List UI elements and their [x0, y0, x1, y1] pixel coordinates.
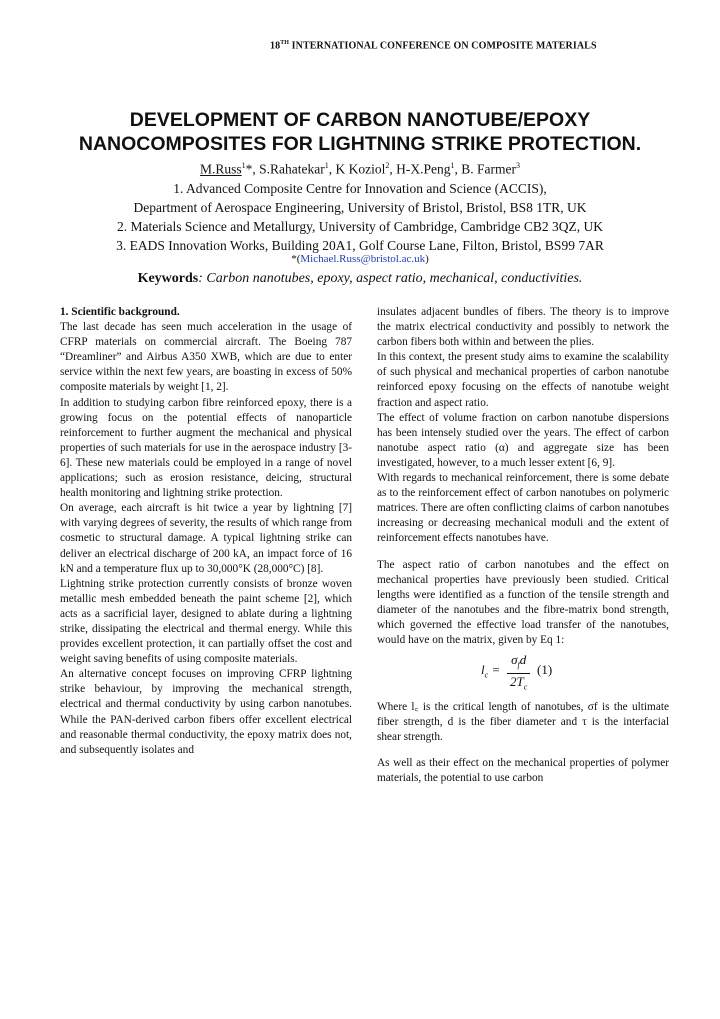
- right-column: [377, 305, 669, 787]
- affiliation: Department of Aerospace Engineering, University of Bristol, Bristol, BS8 1TR, UK: [133, 199, 587, 215]
- equation-lhs: $l_c$ =: [481, 662, 501, 680]
- paragraph: On average, each aircraft is hit twice a year by lightning [7] with varying degrees of severity, the results of which range from cosmetic to structural damage. A typical lightning strike can deliver an electrical discharge of 200 kA, an impact force of 16 kN and a temperature flux up to 30,000°K (28,000°C) [8].: [60, 502, 352, 575]
- keywords-line: [0, 271, 720, 287]
- corresponding-email: *(Michael.Russ@bristol.ac.uk): [291, 253, 429, 265]
- author-list: M.Russ$^1$*, S.Rahatekar$^1$, K Koziol$^2$, H-X.Peng$^1$, B. Farmer$^3$: [200, 161, 520, 177]
- equation-number: (1): [537, 662, 553, 678]
- affiliation: 2. Materials Science and Metallurgy, University of Cambridge, Cambridge CB2 3QZ, UK: [117, 218, 603, 234]
- paragraph: Where l꜀ is the critical length of nanotubes, σf is the ultimate fiber strength, d is the fiber diameter and τ is the interfacial shear strength.: [377, 701, 669, 744]
- paragraph: As well as their effect on the mechanical properties of polymer materials, the potential to use carbon: [377, 757, 669, 785]
- title-line-2: NANOCOMPOSITES FOR LIGHTNING STRIKE PROTECTION.: [78, 133, 642, 155]
- paragraph: In addition to studying carbon fibre reinforced epoxy, there is a growing focus on the potential effects of nanoparticle reinforcement to further augment the mechanical and physical properties of such materials for use in the aerospace industry [3-6]. These new materials could be employed in a range of novel applications; such as erosion resistance, deicing, structural health monitoring and lightning strike protection.: [60, 396, 352, 500]
- affiliation: 1. Advanced Composite Centre for Innovation and Science (ACCIS),: [173, 180, 547, 196]
- left-column: [60, 305, 352, 758]
- paragraph: With regards to mechanical reinforcement, there is some debate as to the reinforcement effect of carbon nanotubes on polymeric matrices. There are often conflicting claims of carbon nanotubes increasing or decreasing mechanical moduli and the extent of reinforcement effects nanotubes have.: [377, 472, 669, 545]
- conference-header: 18TH INTERNATIONAL CONFERENCE ON COMPOSITE MATERIALS: [270, 40, 597, 52]
- author-name: B. Farmer: [461, 161, 516, 177]
- equation-1: [377, 650, 669, 696]
- keywords-text: : Carbon nanotubes, epoxy, aspect ratio, mechanical, conductivities.: [198, 271, 583, 286]
- email-link[interactable]: Michael.Russ@bristol.ac.uk: [300, 253, 426, 265]
- author-name: H-X.Peng: [396, 161, 451, 177]
- paper-title: [60, 108, 660, 156]
- paragraph: Lightning strike protection currently consists of bronze woven metallic mesh embedded beneath the paint scheme [2], which acts as a sacrificial layer, designed to ablate during a lightning strike, dissipating the electrical and thermal energy. While this provides excellent protection, it can partially offset the cost and weight saving benefits of using composite materials.: [60, 577, 352, 666]
- paragraph: The last decade has seen much acceleration in the usage of CFRP materials on commercial aircraft. The Boeing 787 “Dreamliner” and Airbus A350 XWB, which are due to enter service within the next few years, are boasting in excess of 50% composite materials by weight [1, 2].: [60, 321, 352, 394]
- equation-fraction: [507, 652, 530, 694]
- section-heading: 1. Scientific background.: [60, 306, 180, 318]
- paragraph: The aspect ratio of carbon nanotubes and the effect on mechanical properties have previously been studied. Critical lengths were identified as a function of the tensile strength and diameter of the nanotubes and the fibre-matrix bond strength, which governed the effective load transfer of the nanotubes, would have on the matrix, given by Eq 1:: [377, 558, 669, 646]
- keywords-label: Keywords: [137, 271, 199, 286]
- author-name: K Koziol: [335, 161, 386, 177]
- author-block: [40, 156, 680, 255]
- equation-numerator: $\sigma_fd$: [507, 652, 530, 674]
- title-line-1: DEVELOPMENT OF CARBON NANOTUBE/EPOXY: [129, 109, 591, 131]
- paragraph: An alternative concept focuses on improving CFRP lightning strike behaviour, by improving the mechanical strength, electrical and thermal conductivity by using carbon nanotubes. While the PAN-derived carbon fibers offer excellent electrical and reasonable thermal conductivity, the epoxy matrix does not, and subsequently isolates and: [60, 668, 352, 756]
- author-name: S.Rahatekar: [259, 161, 325, 177]
- equation-denominator: $2T_c$: [510, 673, 528, 692]
- paragraph: In this context, the present study aims to examine the scalability of such physical and mechanical properties of carbon nanotube reinforced epoxy focusing on the effects of nanotube weight fraction and aspect ratio.: [377, 351, 669, 409]
- affiliation: 3. EADS Innovation Works, Building 20A1, Golf Course Lane, Filton, Bristol, BS99 7AR: [116, 237, 604, 253]
- author-name: M.Russ: [200, 161, 242, 177]
- paragraph: The effect of volume fraction on carbon nanotube dispersions has been intensely studied over the years. The effect of carbon nanotube aspect ratio (α) and aggregate size has been investigated, however, to a much lesser extent [6, 9].: [377, 411, 669, 469]
- paragraph: insulates adjacent bundles of fibers. The theory is to improve the matrix electrical conductivity and possibly to network the carbon fibers both within and between the plies.: [377, 306, 669, 349]
